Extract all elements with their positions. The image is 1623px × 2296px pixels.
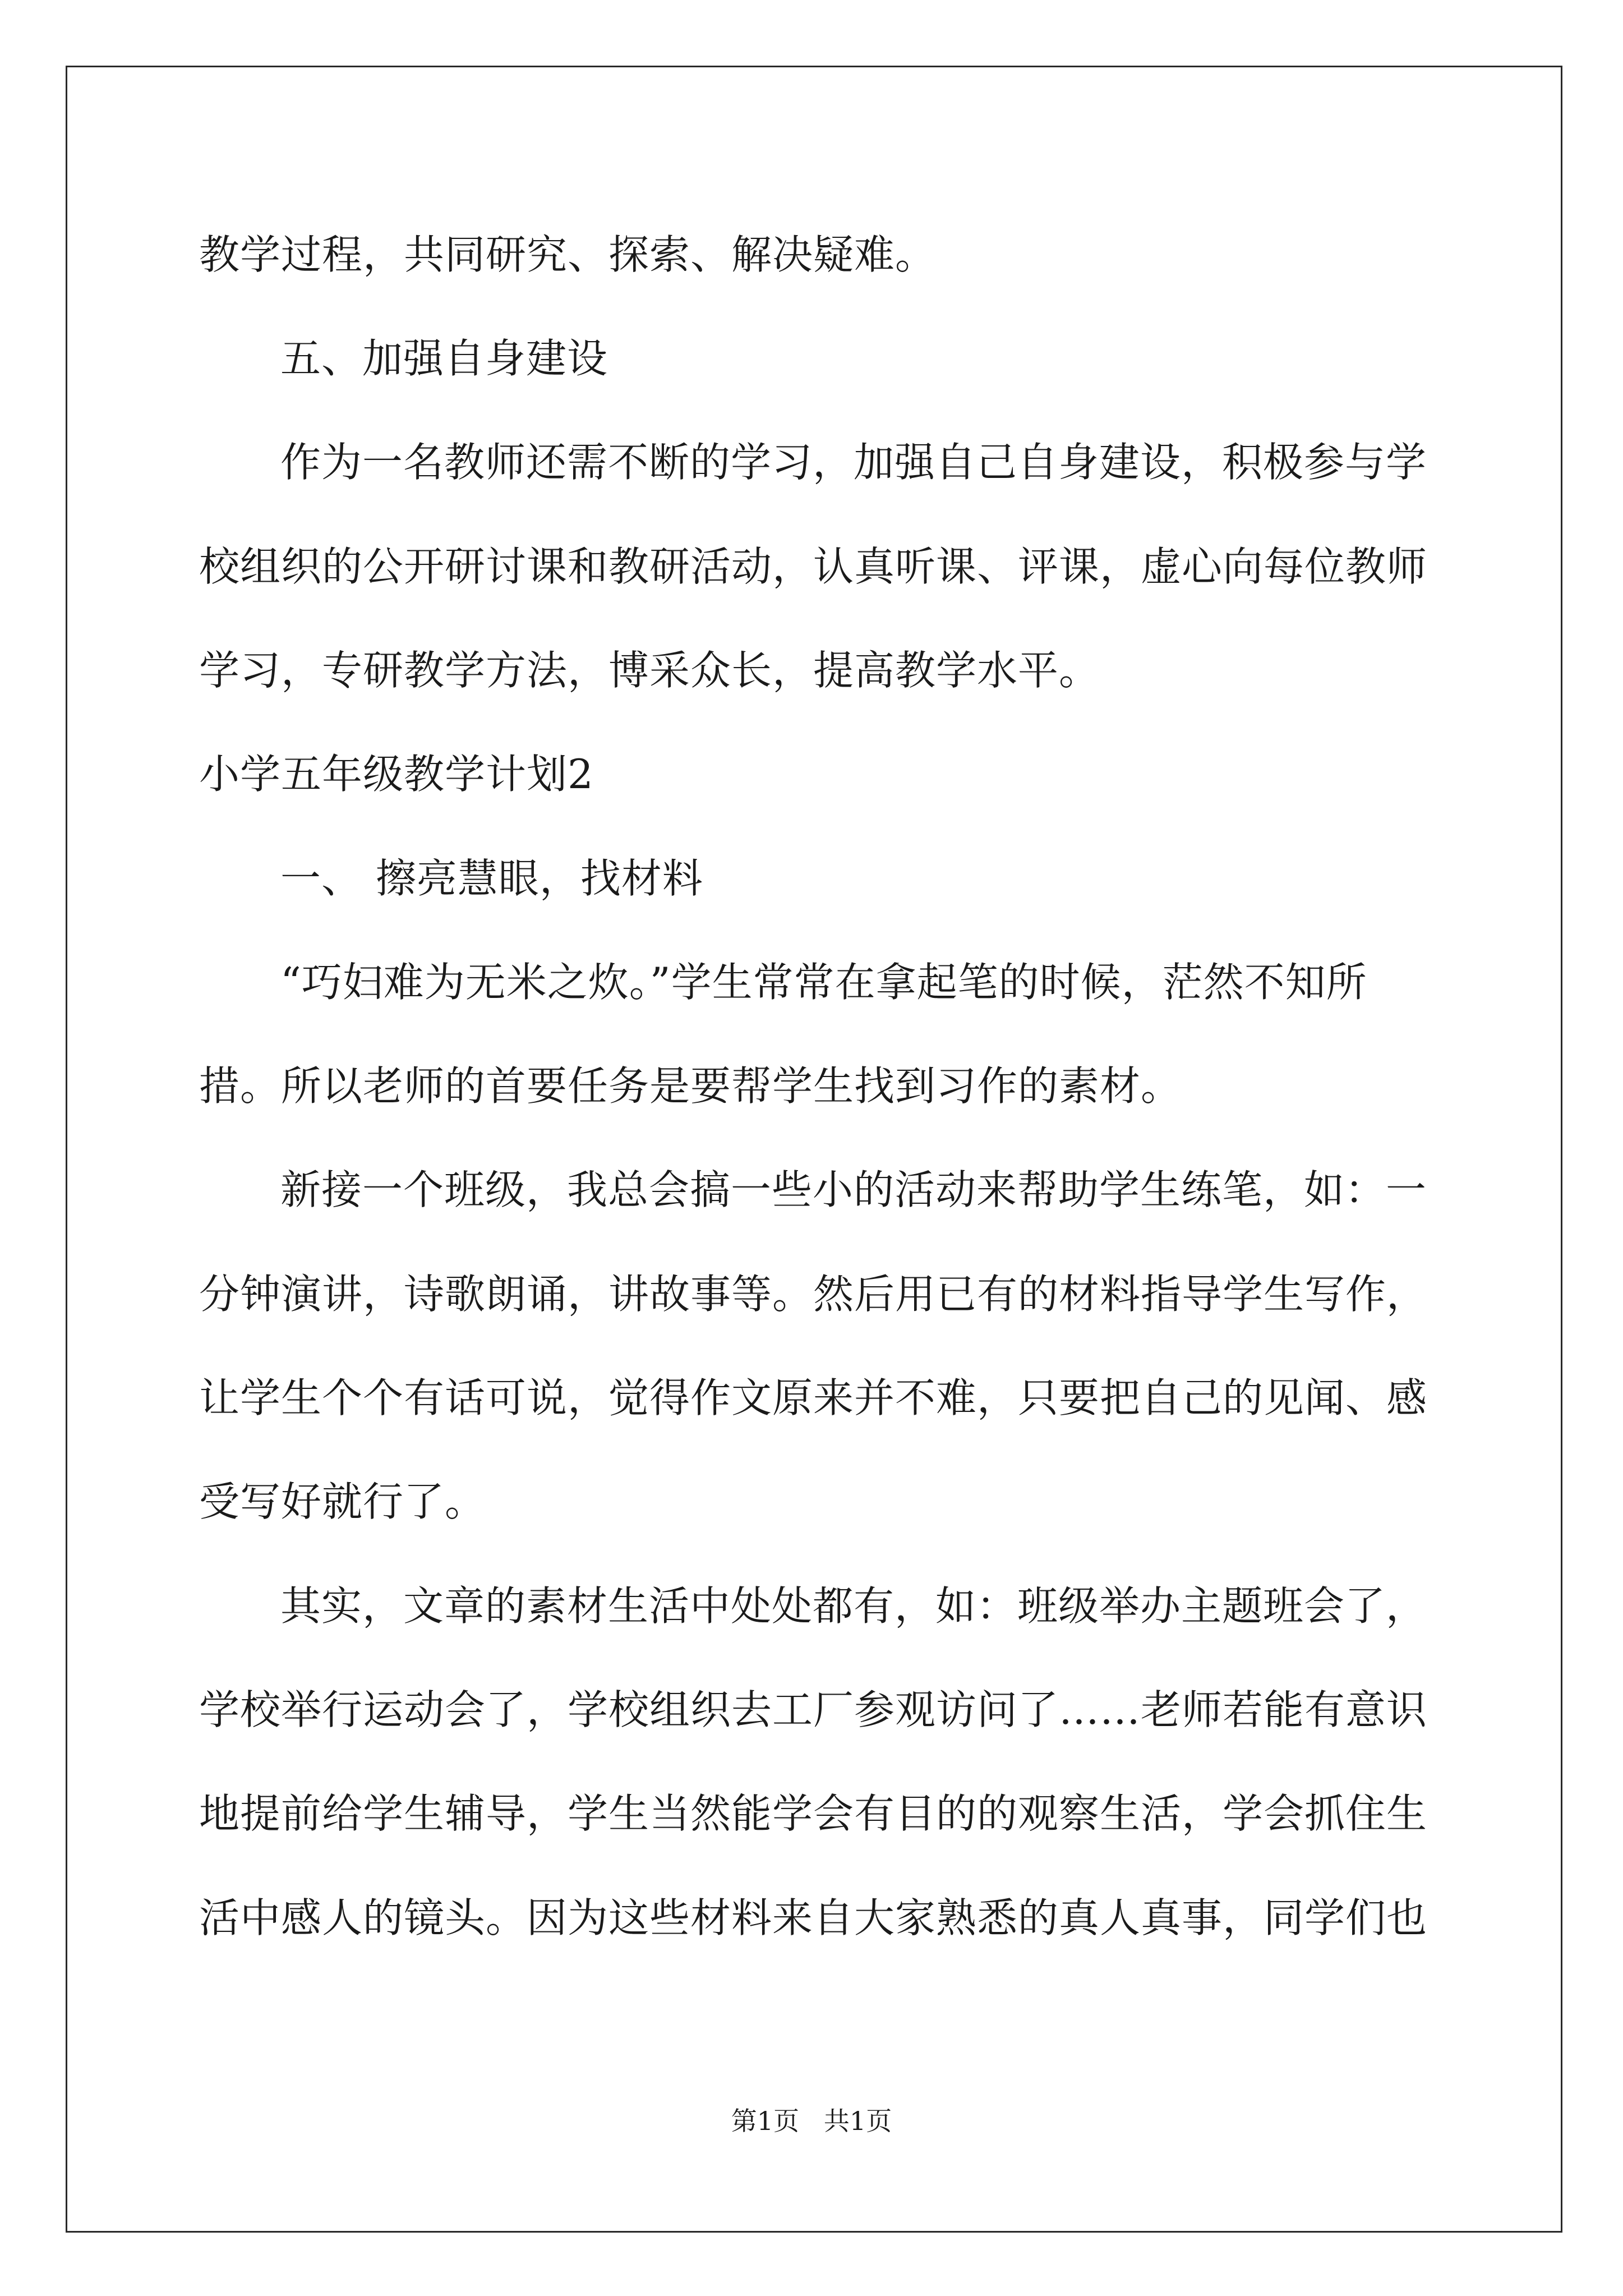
- section-heading: 五、加强自身建设: [280, 335, 608, 382]
- body-line-12: 让学生个个有话可说，觉得作文原来并不难，只要把自己的见闻、感: [199, 1374, 1428, 1421]
- body-line-8: “巧妇难为无米之炊。”学生常常在拿起笔的时候，茫然不知所: [280, 959, 1367, 1006]
- document-title: 小学五年级教学计划2: [199, 751, 594, 798]
- body-line-15: 学校举行运动会了，学校组织去工厂参观访问了……老师若能有意识: [199, 1686, 1428, 1733]
- body-line-10: 新接一个班级，我总会搞一些小的活动来帮助学生练笔，如：一: [280, 1166, 1427, 1213]
- body-line-16: 地提前给学生辅导，学生当然能学会有目的的观察生活，学会抓住生: [199, 1790, 1428, 1837]
- section-heading: 一、 擦亮慧眼，找材料: [280, 855, 703, 902]
- body-line-3: 作为一名教师还需不断的学习，加强自己自身建设，积极参与学: [280, 439, 1427, 486]
- body-line-5: 学习，专研教学方法，博采众长，提高教学水平。: [199, 647, 1100, 694]
- page-footer: 第1页 共1页: [731, 2106, 892, 2136]
- body-line-9: 措。所以老师的首要任务是要帮学生找到习作的素材。: [199, 1062, 1182, 1110]
- body-line-1: 教学过程，共同研究、探索、解决疑难。: [199, 231, 937, 278]
- body-line-4: 校组织的公开研讨课和教研活动，认真听课、评课，虚心向每位教师: [199, 543, 1428, 590]
- body-line-13: 受写好就行了。: [199, 1478, 486, 1525]
- body-line-14: 其实，文章的素材生活中处处都有，如：班级举办主题班会了，: [280, 1582, 1427, 1630]
- body-line-11: 分钟演讲，诗歌朗诵，讲故事等。然后用已有的材料指导学生写作，: [199, 1271, 1428, 1318]
- body-line-17: 活中感人的镜头。因为这些材料来自大家熟悉的真人真事，同学们也: [199, 1894, 1428, 1941]
